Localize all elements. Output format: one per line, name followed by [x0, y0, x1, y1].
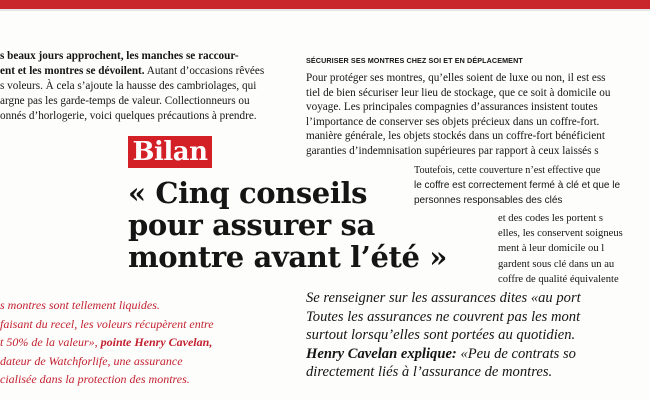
quote-line-1: s montres sont tellement liquides. — [0, 298, 160, 312]
quote-line-3-bold: pointe Henry Cavelan, — [97, 335, 213, 349]
bottom-line-3: surtout lorsqu’elles sont portées au quotidien. — [306, 327, 576, 344]
right-col-line: l’importance de conserver ses objets précieux dans un coffre-fort. — [306, 115, 600, 128]
bilan-logo: Bilan — [128, 136, 212, 168]
right-col3-line: et des codes les portent s — [498, 213, 604, 224]
right-col2-line-3: personnes responsables des clés — [414, 194, 563, 206]
top-red-bar — [0, 0, 650, 9]
bottom-line-4-bold: Henry Cavelan explique: — [306, 345, 457, 362]
quote-line-4: dateur de Watchforlife, une assurance — [0, 353, 183, 368]
intro-line-5: onnés d’horlogerie, voici quelques précautions à prendre. — [0, 110, 257, 122]
right-column-paragraph — [306, 71, 650, 159]
right-col3-line: elles, les conservent soigneus — [498, 228, 623, 240]
headline-line-1: « Cinq conseils — [128, 176, 367, 210]
bottom-paragraph — [306, 289, 650, 382]
quote-line-2: faisant du recel, les voleurs récupèrent entre — [0, 316, 214, 331]
bottom-line-1: Se renseigner sur les assurances dites «au port — [306, 290, 581, 306]
intro-line-2-bold: ent et les montres se dévoilent. — [0, 65, 145, 77]
intro-line-4: argne pas les garde-temps de valeur. Collectionneurs ou — [0, 95, 250, 107]
right-col-line: manière générale, les objets stockés dans un coffre-fort bénéficient — [306, 130, 605, 143]
pull-quote — [0, 296, 290, 389]
right-col-line: Pour protéger ses montres, qu’elles soient de luxe ou non, il est ess — [306, 72, 606, 84]
quote-line-5: cialisée dans la protection des montres. — [0, 372, 190, 386]
right-col-line: tiel de bien sécuriser leur lieu de stockage, que ce soit à domicile ou — [306, 86, 611, 99]
right-col2-line-2: le coffre est correctement fermé à clé et que le — [414, 179, 621, 191]
right-col3-line: coffre de qualité équivalente — [498, 273, 619, 285]
right-col-line: voyage. Les principales compagnies d’assurances insistent toutes — [306, 101, 598, 114]
right-col2-line-1: Toutefois, cette couverture n’est effective que — [414, 165, 601, 176]
article-headline — [128, 177, 498, 273]
intro-line-2-rest: Autant d’occasions rêvées — [144, 65, 265, 77]
right-col-line: garanties d’indemnisation supérieures par rapport à ceux laissés s — [306, 144, 599, 157]
intro-paragraph — [0, 49, 290, 124]
headline-line-2: pour assurer sa — [128, 208, 375, 242]
quote-line-3: t 50% de la valeur», — [0, 335, 98, 349]
right-col3-line: ment à leur domicile ou l — [498, 243, 605, 255]
bottom-line-2: Toutes les assurances ne couvrent pas les mont — [306, 308, 581, 325]
headline-line-3: montre avant l’été » — [128, 240, 447, 274]
bottom-line-5: directement liés à l’assurance de montres. — [306, 364, 553, 381]
bottom-line-4-rest: «Peu de contrats so — [456, 345, 576, 362]
intro-line-1: s beaux jours approchent, les manches se raccour- — [0, 50, 239, 62]
right-col3-line: gardent sous clé dans un au — [498, 258, 615, 270]
section-heading: SÉCURISER SES MONTRES CHEZ SOI ET EN DÉPLACEMENT — [306, 56, 523, 65]
intro-line-3: s voleurs. À cela s’ajoute la hausse des cambriolages, qui — [0, 80, 257, 92]
right-column-paragraph-3 — [498, 211, 650, 287]
top-divider — [0, 9, 650, 11]
